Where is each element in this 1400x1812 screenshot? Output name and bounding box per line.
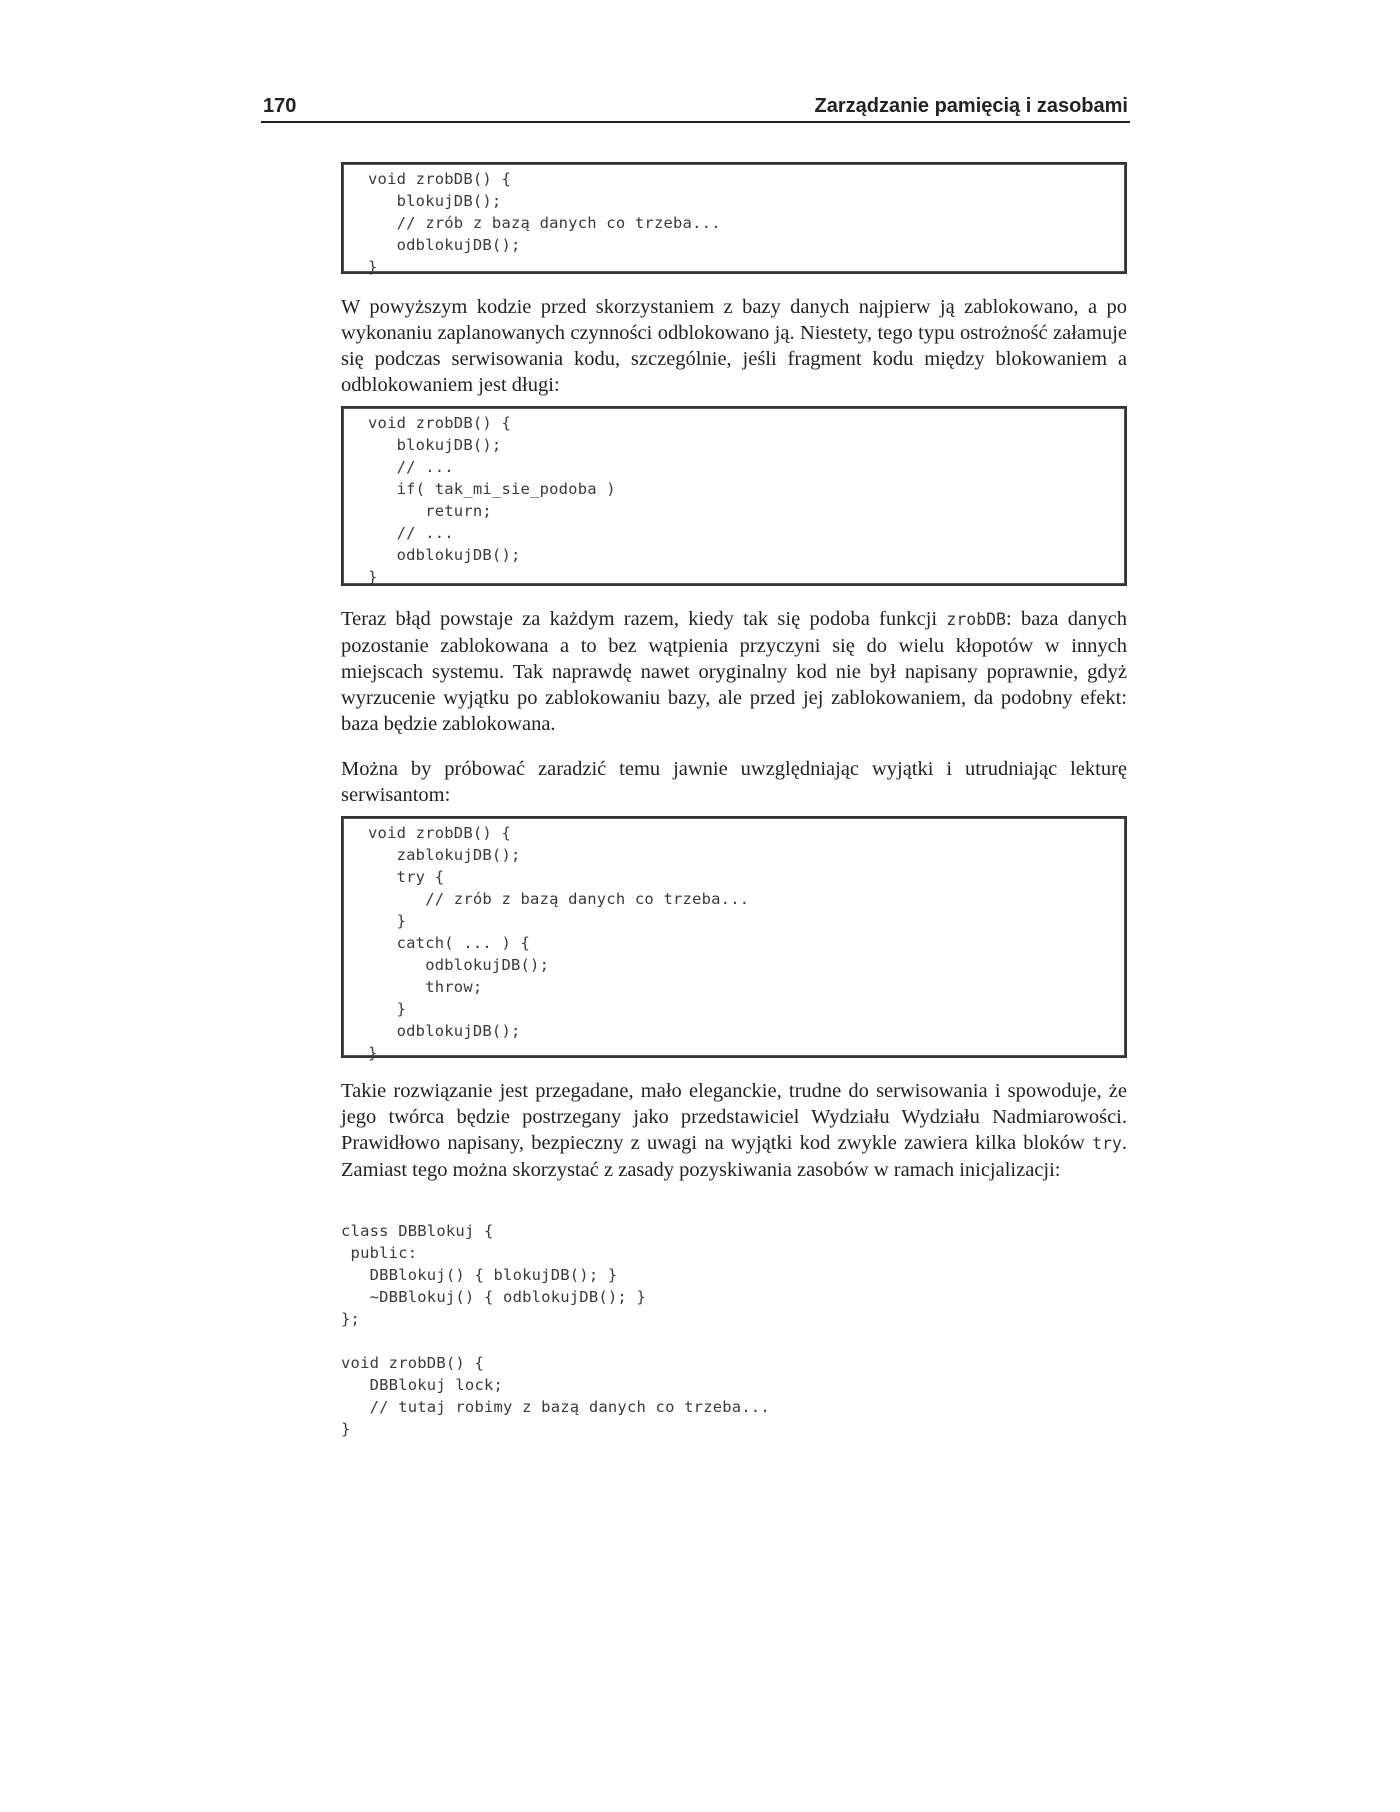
page-number: 170 [263,95,297,117]
code-line: // ... [368,524,454,542]
paragraph-4 [341,1078,1127,1183]
running-header [261,95,1130,123]
paragraph-4-text-a: Takie rozwiązanie jest przegadane, mało eleganckie, trudne do serwisowania i spowoduje, że jego twórca będzie postrzegany jako przedstawiciel Wydziału Wydziału Nadmiarowości. Prawidłowo napisany, bezpieczny z uwagi na wyjątki kod zwykle zawiera kilka bloków [341,1080,1127,1154]
code-line: return; [368,502,492,520]
inline-code-zrobdb: zrobDB [946,610,1006,629]
code-line: } [368,258,378,276]
code-line: // tutaj robimy z bazą danych co trzeba... [341,1398,770,1416]
paragraph-3: Można by próbować zaradzić temu jawnie uwzględniając wyjątki i utrudniając lekturę serwisantom: [341,758,1127,806]
paragraph-2-text-a: Teraz błąd powstaje za każdym razem, kiedy tak się podoba funkcji [341,608,947,630]
paragraph-1: W powyższym kodzie przed skorzystaniem z bazy danych najpierw ją zablokowano, a po wykonaniu zaplanowanych czynności odblokowano ją. Niestety, tego typu ostrożność załamuje się podczas serwisowania kodu, szczególnie, jeśli fragment kodu między blokowaniem a odblokowaniem jest długi: [341,296,1127,396]
code-line: ~DBBlokuj() { odblokujDB(); } [341,1288,647,1306]
code-line: DBBlokuj lock; [341,1376,504,1394]
paragraph-4-text-b: . Zamiast tego można skorzystać z zasady pozyskiwania zasobów w ramach inicjalizacji: [341,1132,1127,1181]
code-line: } [368,912,407,930]
code-line: catch( ... ) { [368,934,531,952]
paragraph-2-text-b: : baza danych pozostanie zablokowana a to bez wątpienia przyczyni się do wielu kłopotów w innych miejscach systemu. Tak naprawdę nawet oryginalny kod nie był napisany poprawnie, gdyż wyrzucenie wyjątku po zablokowaniu bazy, ale przed jej zablokowaniem, da podobny efekt: baza będzie zablokowana. [341,608,1127,735]
code-line: } [341,1420,351,1438]
code-line: void zrobDB() { [368,170,511,188]
code-line: odblokujDB(); [368,956,550,974]
code-block-1 [341,162,1127,274]
code-line: try { [368,868,445,886]
inline-code-try: try [1092,1134,1122,1153]
code-line: void zrobDB() { [368,824,511,842]
code-line: blokujDB(); [368,436,502,454]
code-block-2 [341,406,1127,586]
code-line: // ... [368,458,454,476]
code-line: odblokujDB(); [368,546,521,564]
code-line: if( tak_mi_sie_podoba ) [368,480,616,498]
code-line [341,1330,770,1352]
code-line: }; [341,1310,361,1328]
paragraph-2 [341,606,1127,737]
code-line: odblokujDB(); [368,236,521,254]
code-line: } [368,568,378,586]
code-block-3 [341,816,1127,1062]
code-line: // zrób z bazą danych co trzeba... [368,890,750,908]
code-line: blokujDB(); [368,192,502,210]
code-line: public: [341,1244,418,1262]
code-line: DBBlokuj() { blokujDB(); } [341,1266,618,1284]
code-line: odblokujDB(); [368,1022,521,1040]
code-block-4 [341,1220,770,1440]
code-line: // zrób z bazą danych co trzeba... [368,214,721,232]
code-line: throw; [368,978,483,996]
code-line: } [368,1044,378,1062]
code-line: void zrobDB() { [341,1354,484,1372]
code-line: } [368,1000,407,1018]
chapter-title: Zarządzanie pamięcią i zasobami [814,95,1128,117]
code-line: zablokujDB(); [368,846,521,864]
code-line: class DBBlokuj { [341,1222,494,1240]
code-line: void zrobDB() { [368,414,511,432]
